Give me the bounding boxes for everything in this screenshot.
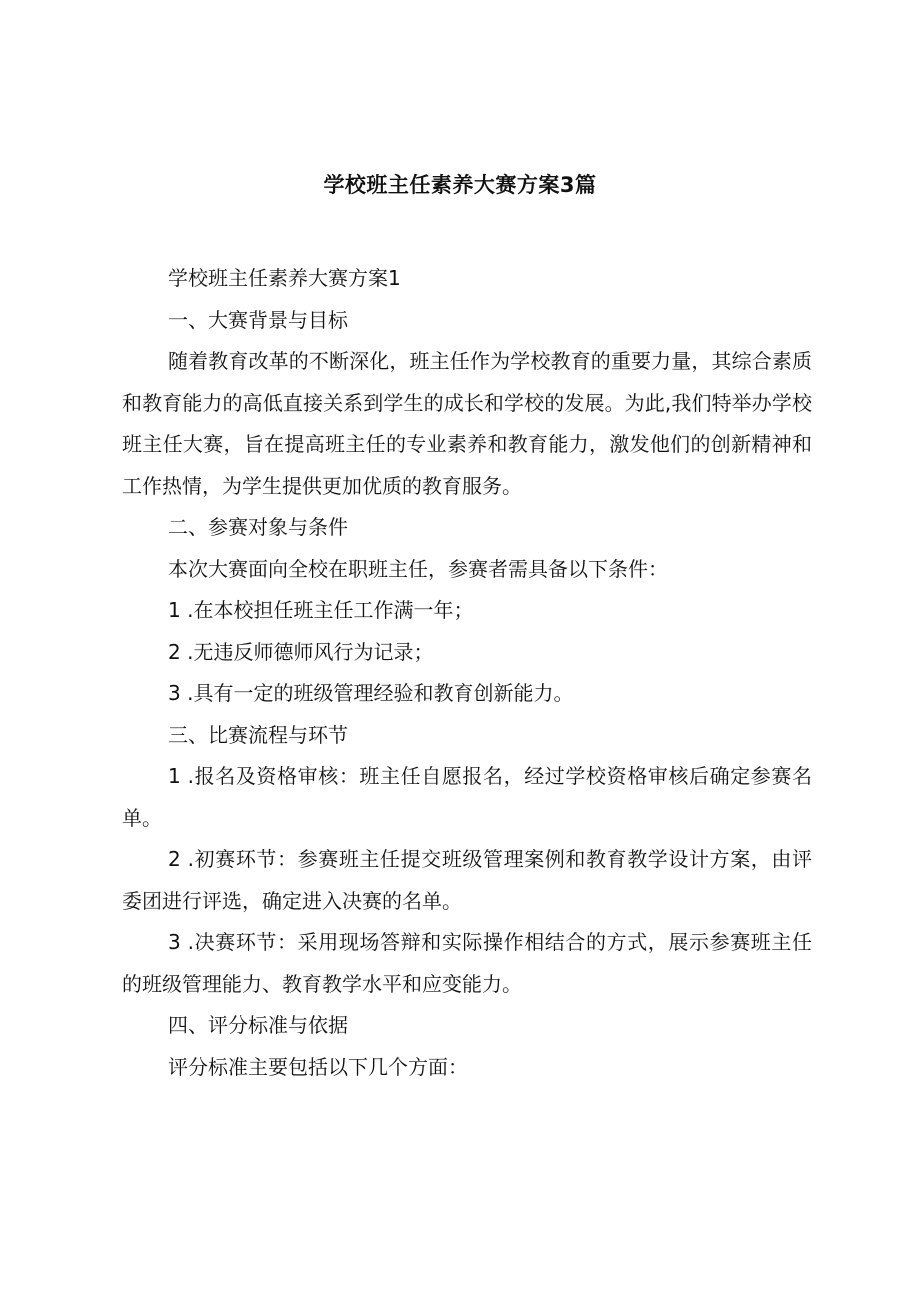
paragraph-scoring: 评分标准主要包括以下几个方面： [168, 1054, 468, 1079]
list-item-condition-3: 3 .具有一定的班级管理经验和教育创新能力。 [168, 681, 574, 705]
paragraph-background: 随着教育改革的不断深化，班主任作为学校教育的重要力量，其综合素质和教育能力的高低直接关系到学生的成长和学校的发展。为此,我们特举办学校班主任大赛，旨在提高班主任的专业素养和教育能力，激发他们的创新精神和工作热情，为学生提供更加优质的教育服务。 [122, 349, 812, 498]
paragraph-participants: 本次大赛面向全校在职班主任，参赛者需具备以下条件： [168, 556, 668, 581]
document-title: 学校班主任素养大赛方案3篇 [323, 173, 597, 197]
document-body [122, 258, 812, 1088]
list-item-process-2: 2 .初赛环节：参赛班主任提交班级管理案例和教育教学设计方案，由评委团进行评选，确定进入决赛的名单。 [122, 847, 812, 913]
list-item-condition-2: 2 .无违反师德师风行为记录； [168, 639, 434, 664]
section-heading-background: 一、大赛背景与目标 [168, 307, 348, 332]
list-item-process-1: 1 .报名及资格审核：班主任自愿报名，经过学校资格审核后确定参赛名单。 [122, 764, 812, 830]
list-item-condition-1: 1 .在本校担任班主任工作满一年； [168, 598, 474, 622]
list-item-process-3: 3 .决赛环节：采用现场答辩和实际操作相结合的方式，展示参赛班主任的班级管理能力、教育教学水平和应变能力。 [122, 930, 812, 996]
section-heading-scoring: 四、评分标准与依据 [168, 1013, 348, 1037]
section-heading-process: 三、比赛流程与环节 [168, 722, 348, 747]
section-heading-participants: 二、参赛对象与条件 [168, 515, 348, 539]
section-heading-plan-1: 学校班主任素养大赛方案1 [168, 266, 401, 290]
